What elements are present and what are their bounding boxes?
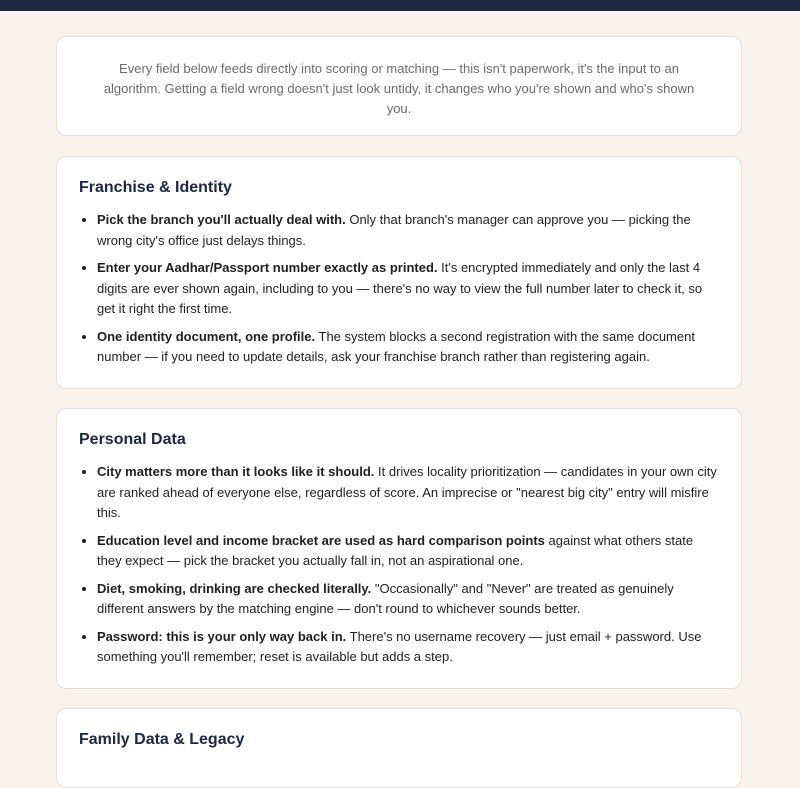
item-bold: Diet, smoking, drinking are checked literally. <box>97 580 372 596</box>
item-text: "Occasionally" and "Never" are treated as genuinely different answers by the matching engine — don't round to whichever sounds better. <box>97 580 674 616</box>
guideline-list <box>79 210 719 368</box>
top-bar <box>0 0 800 11</box>
section-title: Franchise & Identity <box>79 179 232 196</box>
section-personal-data <box>56 408 742 689</box>
intro-text: Every field below feeds directly into scoring or matching — this isn't paperwork, it's the input to an algorithm. Getting a field wrong doesn't just look untidy, it changes who you're shown and who's shown you. <box>103 61 695 116</box>
list-item <box>97 327 719 368</box>
item-text: It's encrypted immediately and only the last 4 digits are ever shown again, including to you — there's no way to view the full number later to check it, so get it right the first time. <box>97 260 703 316</box>
item-bold: Education level and income bracket are used as hard comparison points <box>97 532 545 548</box>
list-item <box>97 531 719 572</box>
item-text: Only that branch's manager can approve you — picking the wrong city's office just delays things. <box>97 212 691 248</box>
item-text: The system blocks a second registration with the same document number — if you need to update details, ask your franchise branch rather than registering again. <box>97 328 695 364</box>
item-bold: One identity document, one profile. <box>97 328 316 344</box>
item-text: against what others state they expect — pick the bracket you actually fall in, not an aspirational one. <box>97 532 694 568</box>
list-item <box>97 462 719 524</box>
intro-card <box>56 36 742 136</box>
list-item <box>97 579 719 620</box>
guideline-list <box>79 462 719 668</box>
item-bold: Pick the branch you'll actually deal with. <box>97 212 346 227</box>
item-bold: City matters more than it looks like it should. <box>97 464 375 479</box>
item-bold: Password: this is your only way back in. <box>97 628 347 644</box>
item-text: It drives locality prioritization — candidates in your own city are ranked ahead of everyone else, regardless of score. An imprecise or "nearest big city" entry will misfire this. <box>97 464 717 520</box>
section-franchise-identity <box>56 156 742 389</box>
item-text: There's no username recovery — just email + password. Use something you'll remember; reset is available but adds a step. <box>97 628 702 664</box>
list-item <box>97 258 719 320</box>
section-title: Personal Data <box>79 431 186 448</box>
section-family-data-legacy <box>56 708 742 788</box>
item-bold: Enter your Aadhar/Passport number exactly as printed. <box>97 260 438 275</box>
section-title: Family Data & Legacy <box>79 731 245 748</box>
list-item <box>97 627 719 668</box>
list-item <box>97 210 719 251</box>
